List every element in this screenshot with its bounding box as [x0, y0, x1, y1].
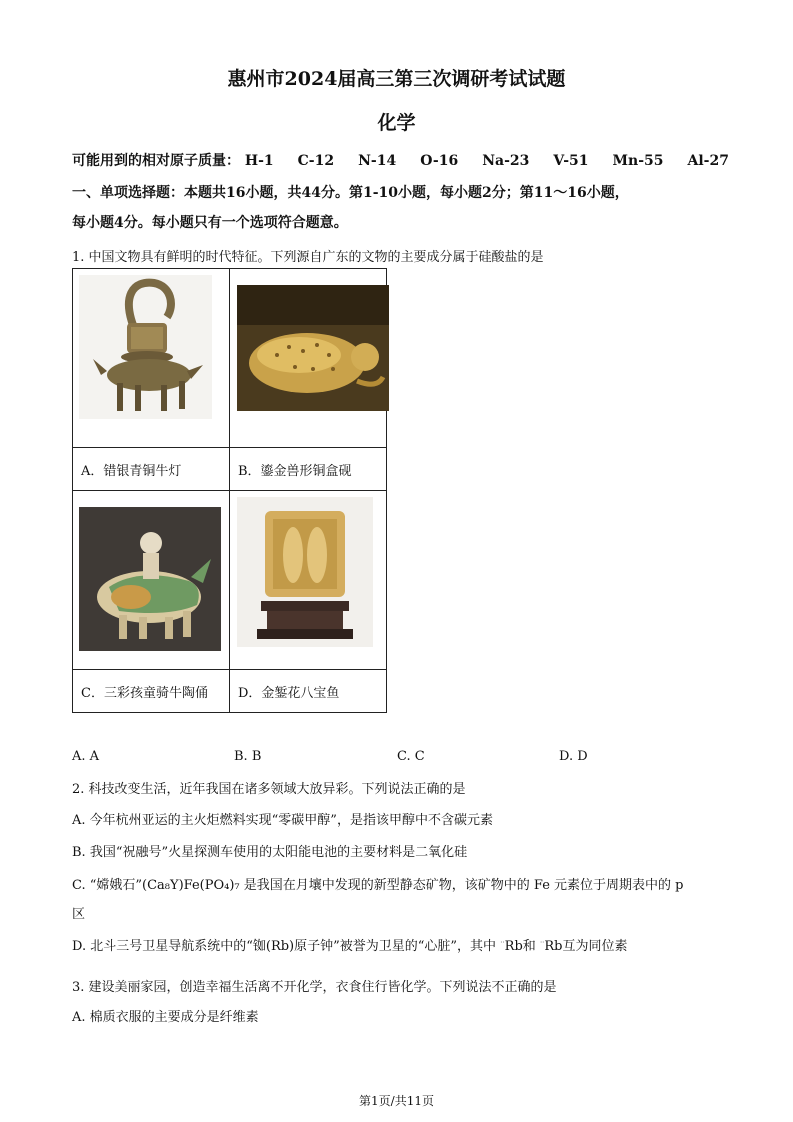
gilt-beast-inkstone-photo [237, 285, 389, 411]
question-1-stem: 1. 中国文物具有鲜明的时代特征。下列源自广东的文物的主要成分属于硅酸盐的是 [72, 250, 544, 265]
section-instructions-line2: 每小题4分。每小题只有一个选项符合题意。 [72, 215, 348, 231]
q1-choice-b[interactable]: B. B [234, 749, 262, 764]
atomic-mass-item: H-1 [244, 153, 274, 169]
section-instructions-line1: 一、单项选择题：本题共16小题，共44分。第1-10小题，每小题2分；第11～16小题， [72, 185, 629, 201]
question-1-image-table [72, 268, 387, 713]
atomic-mass-item: N-14 [358, 153, 397, 169]
atomic-mass-item: O-16 [420, 153, 459, 169]
atomic-masses-line [72, 150, 753, 170]
sancai-child-ox-photo [79, 507, 221, 651]
q2-option-b[interactable]: B. 我国“祝融号”火星探测车使用的太阳能电池的主要材料是二氧化硅 [72, 845, 468, 860]
option-c-image-cell [73, 491, 230, 670]
gold-fish-ornament-photo [237, 497, 373, 647]
atomic-mass-item: Al-27 [687, 153, 729, 169]
option-a-image-cell [73, 269, 230, 448]
q2-option-d[interactable] [72, 935, 628, 954]
rb-isotope-1: ··Rb [500, 938, 523, 954]
option-d-image-cell [230, 491, 387, 670]
rb-isotope-2: ··Rb [539, 938, 563, 954]
option-d-caption: D．金錾花八宝鱼 [230, 670, 387, 713]
atomic-mass-item: Mn-55 [612, 153, 664, 169]
atomic-mass-item: C-12 [297, 153, 335, 169]
q2-option-c-line2: 区 [72, 907, 86, 922]
option-b-caption: B．鎏金兽形铜盒砚 [230, 448, 387, 491]
q1-choice-a[interactable]: A. A [72, 749, 100, 764]
option-c-caption: C．三彩孩童骑牛陶俑 [73, 670, 230, 713]
option-a-caption: A．错银青铜牛灯 [73, 448, 230, 491]
q2-option-d-and: 和 [522, 939, 536, 954]
atomic-mass-item: Na-23 [482, 153, 530, 169]
q2-option-d-end: 互为同位素 [562, 939, 628, 954]
exam-title: 惠州市2024届高三第三次调研考试试题 [227, 68, 566, 90]
q2-option-a[interactable]: A. 今年杭州亚运的主火炬燃料实现“零碳甲醇”，是指该甲醇中不含碳元素 [72, 813, 493, 828]
q1-choice-c[interactable]: C. C [397, 749, 425, 764]
page-footer: 第1页/共11页 [359, 1094, 434, 1108]
option-b-image-cell [230, 269, 387, 448]
q1-choice-d[interactable]: D. D [559, 749, 588, 764]
atomic-masses-label: 可能用到的相对原子质量： [72, 153, 240, 169]
atomic-masses-list [245, 153, 753, 169]
bronze-ox-lamp-photo [79, 275, 212, 419]
q2-option-d-text: D. 北斗三号卫星导航系统中的“铷(Rb)原子钟”被誉为卫星的“心脏”，其中 [72, 939, 497, 954]
question-2-stem: 2. 科技改变生活，近年我国在诸多领域大放异彩。下列说法正确的是 [72, 782, 466, 797]
q3-option-a[interactable]: A. 棉质衣服的主要成分是纤维素 [72, 1010, 259, 1025]
question-3-stem: 3. 建设美丽家园，创造幸福生活离不开化学，衣食住行皆化学。下列说法不正确的是 [72, 980, 557, 995]
subject-title: 化学 [377, 112, 416, 134]
q2-option-c-line1[interactable]: C. “嫦娥石”(Ca₈Y)Fe(PO₄)₇ 是我国在月壤中发现的新型静态矿物，该矿物中的 Fe 元素位于周期表中的 p [72, 878, 684, 893]
atomic-mass-item: V-51 [553, 153, 589, 169]
